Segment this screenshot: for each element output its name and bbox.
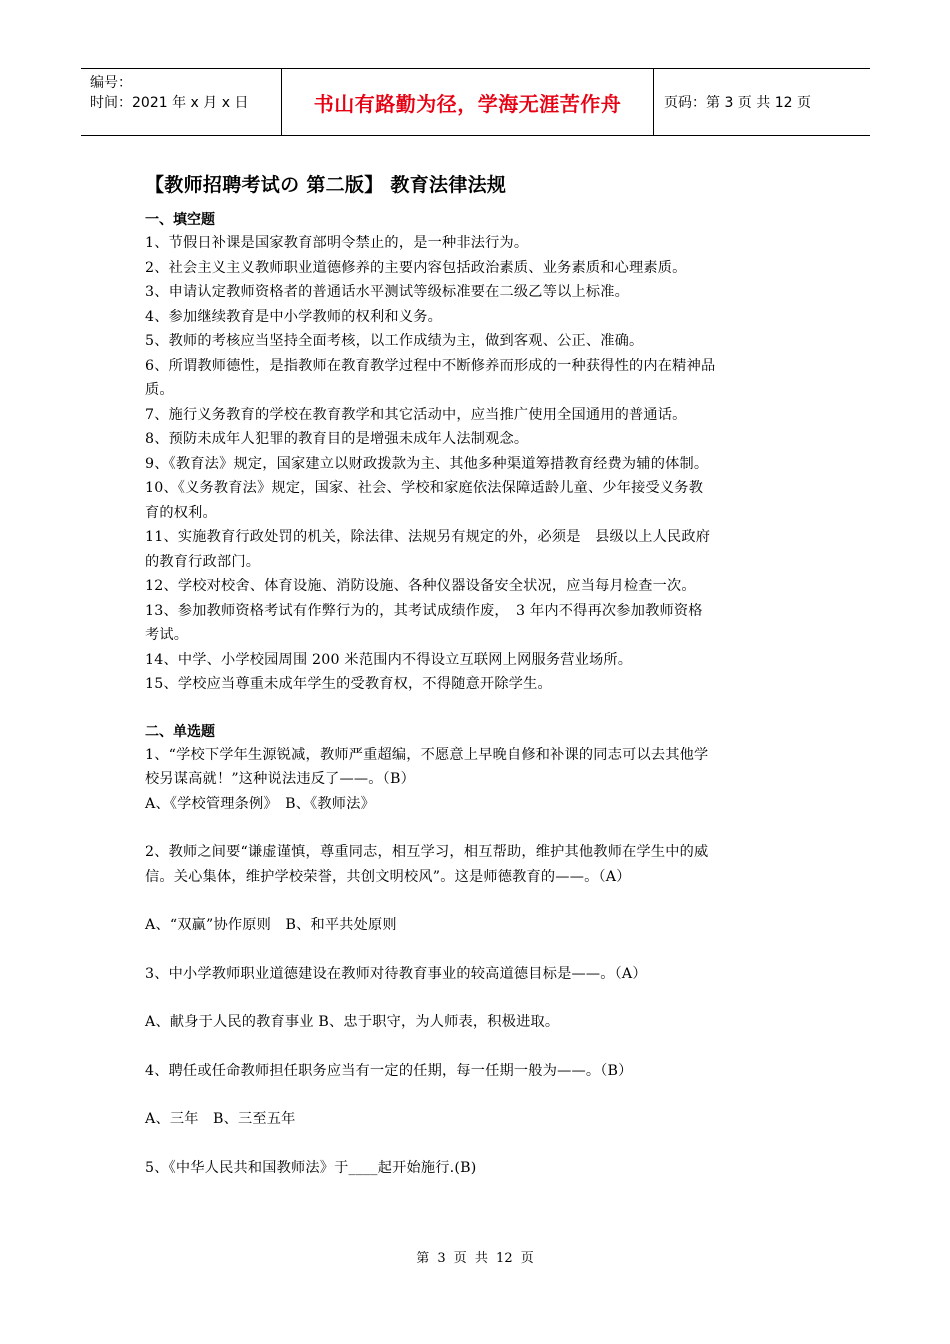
list-item: 8、预防未成年人犯罪的教育目的是增强未成年人法制观念。 xyxy=(145,431,529,447)
list-item: 2、社会主义主义教师职业道德修养的主要内容包括政治素质、业务素质和心理素质。 xyxy=(145,259,687,276)
header-motto-cell xyxy=(282,69,654,135)
list-item: 15、学校应当尊重未成年学生的受教育权，不得随意开除学生。 xyxy=(145,676,552,692)
page-header xyxy=(81,68,870,136)
list-item: 11、实施教育行政处罚的机关，除法律、法规另有规定的外，必须是 县级以上人民政府 xyxy=(145,529,711,545)
question-options: A、《学校管理条例》 B、《教师法》 xyxy=(145,795,375,812)
document-body xyxy=(145,170,810,1180)
list-item: 育的权利。 xyxy=(145,504,217,521)
page-footer: 第 3 页 共 12 页 xyxy=(416,1251,534,1266)
list-item: 12、学校对校舍、体育设施、消防设施、各种仪器设备安全状况，应当每月检查一次。 xyxy=(145,578,696,594)
fill-blank-list xyxy=(145,231,810,697)
section-heading-single-choice: 二、单选题 xyxy=(145,723,215,740)
single-choice-list xyxy=(145,743,810,1181)
question-text: 信。关心集体，维护学校荣誉，共创文明校风”。这是师德教育的——。（A） xyxy=(145,868,631,885)
list-item: 4、参加继续教育是中小学教师的权利和义务。 xyxy=(145,308,442,325)
question-options: A、献身于人民的教育事业 B、忠于职守，为人师表，积极进取。 xyxy=(145,1014,560,1030)
header-page-label: 页码：第 3 页 共 12 页 xyxy=(664,95,811,111)
header-motto: 书山有路勤为径，学海无涯苦作舟 xyxy=(313,91,622,116)
list-item: 1、节假日补课是国家教育部明令禁止的，是一种非法行为。 xyxy=(145,235,529,251)
list-item: 考试。 xyxy=(145,627,189,643)
list-item: 10、《义务教育法》规定，国家、社会、学校和家庭依法保障适龄儿童、少年接受义务教 xyxy=(145,480,704,496)
question-text: 5、《中华人民共和国教师法》于____起开始施行.(B) xyxy=(145,1159,477,1176)
document-title: 【教师招聘考试の 第二版】 教育法律法规 xyxy=(145,174,507,196)
question-text: 1、“学校下学年生源锐减，教师严重超编，不愿意上早晚自修和补课的同志可以去其他学 xyxy=(145,746,709,763)
list-item: 7、施行义务教育的学校在教育教学和其它活动中，应当推广使用全国通用的普通话。 xyxy=(145,406,687,423)
list-item: 的教育行政部门。 xyxy=(145,553,261,570)
question-text: 校另谋高就！”这种说法违反了——。（B） xyxy=(145,771,415,787)
question-text: 4、聘任或任命教师担任职务应当有一定的任期，每一任期一般为——。（B） xyxy=(145,1062,633,1079)
question-text: 3、中小学教师职业道德建设在教师对待教育事业的较高道德目标是——。（A） xyxy=(145,965,647,982)
list-item: 9、《教育法》规定，国家建立以财政拨款为主、其他多种渠道筹措教育经费为辅的体制。 xyxy=(145,455,709,472)
list-item: 3、申请认定教师资格者的普通话水平测试等级标准要在二级乙等以上标准。 xyxy=(145,284,630,300)
section-heading-fill-blank: 一、填空题 xyxy=(145,212,215,228)
question-options: A、三年 B、三至五年 xyxy=(145,1111,296,1127)
question-options: A、“双赢”协作原则 B、和平共处原则 xyxy=(145,917,397,933)
list-item: 13、参加教师资格考试有作弊行为的，其考试成绩作废， 3 年内不得再次参加教师资格 xyxy=(145,602,703,619)
list-item: 6、所谓教师德性，是指教师在教育教学过程中不断修养而形成的一种获得性的内在精神品 xyxy=(145,357,716,374)
list-item: 14、中学、小学校园周围 200 米范围内不得设立互联网上网服务营业场所。 xyxy=(145,651,633,668)
list-item: 质。 xyxy=(145,382,174,398)
question-text: 2、教师之间要“谦虚谨慎，尊重同志，相互学习，相互帮助，维护其他教师在学生中的威 xyxy=(145,844,709,860)
doc-time-label: 时间：2021 年 x 月 x 日 xyxy=(90,95,249,111)
doc-number-label: 编号： xyxy=(90,75,132,91)
list-item: 5、教师的考核应当坚持全面考核，以工作成绩为主，做到客观、公正、准确。 xyxy=(145,333,644,349)
header-meta xyxy=(81,69,282,135)
header-page-cell xyxy=(654,69,870,135)
